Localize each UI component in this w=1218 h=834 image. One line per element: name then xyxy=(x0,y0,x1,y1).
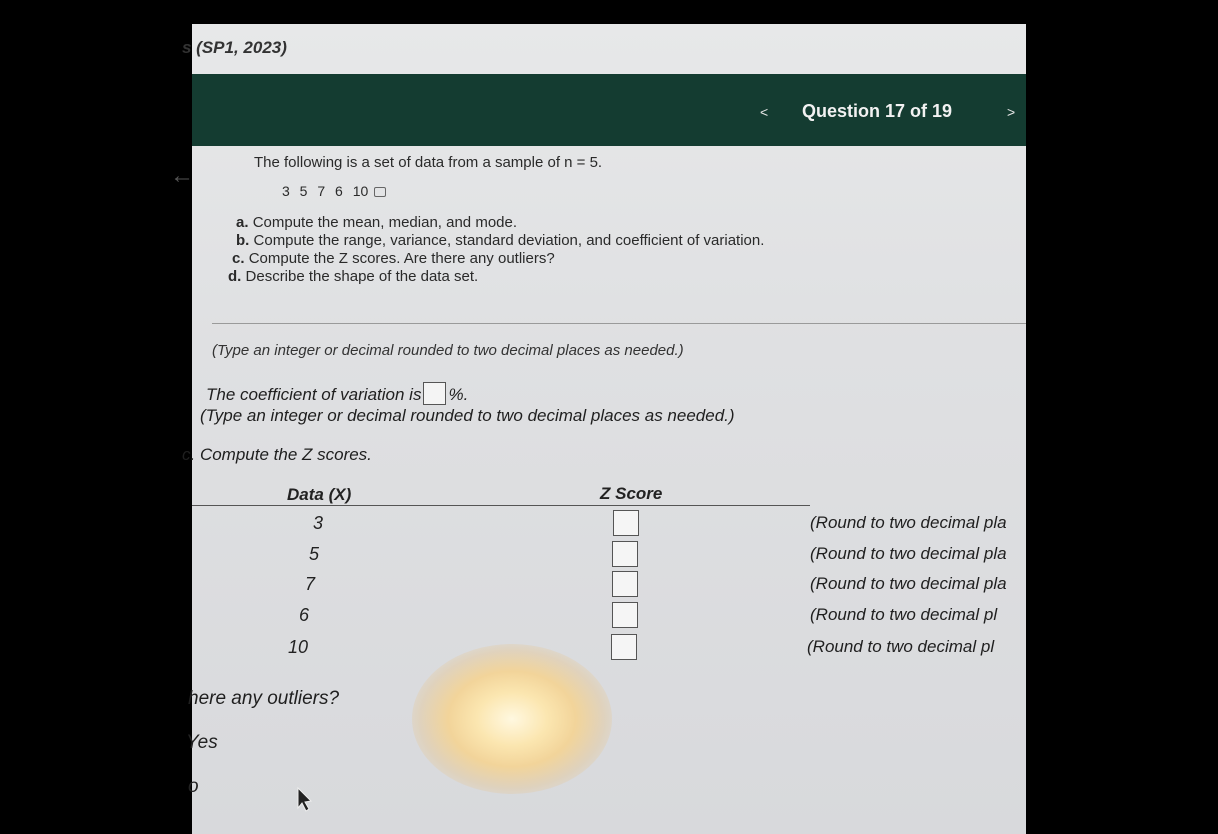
table-header-rule xyxy=(192,505,810,506)
cutoff-hint-text: (Type an integer or decimal rounded to two decimal places as needed.) xyxy=(212,342,684,359)
part-b: b. Compute the range, variance, standard deviation, and coefficient of variation. xyxy=(236,232,765,249)
table-row xyxy=(192,513,1026,543)
copy-data-icon[interactable] xyxy=(374,187,386,197)
cov-format-hint: (Type an integer or decimal rounded to two decimal places as needed.) xyxy=(200,406,735,425)
round-hint: (Round to two decimal pla xyxy=(810,544,1007,563)
table-row xyxy=(192,605,1026,635)
data-value: 6 xyxy=(298,605,309,625)
round-hint: (Round to two decimal pla xyxy=(810,574,1007,593)
table-row xyxy=(192,574,1026,604)
outliers-option-no[interactable]: o xyxy=(188,776,199,797)
table-row xyxy=(192,637,1026,667)
column-header-data: Data (X) xyxy=(287,485,352,504)
z-score-input[interactable] xyxy=(612,541,638,567)
previous-question-button[interactable]: < xyxy=(760,104,769,120)
round-hint: (Round to two decimal pl xyxy=(807,637,995,656)
table-row xyxy=(192,544,1026,574)
next-question-button[interactable]: > xyxy=(1007,104,1016,120)
data-value: 3 xyxy=(312,513,323,533)
data-value: 10 xyxy=(287,637,309,657)
round-hint: (Round to two decimal pl xyxy=(810,605,998,624)
question-parts-list xyxy=(228,214,765,286)
dataset-values xyxy=(282,183,386,199)
course-title: s (SP1, 2023) xyxy=(182,38,287,57)
part-c-prompt: c. Compute the Z scores. xyxy=(182,445,372,464)
outliers-question: here any outliers? xyxy=(188,688,340,709)
coefficient-of-variation-line: The coefficient of variation is %. xyxy=(206,382,468,405)
data-value: 5 xyxy=(308,544,319,564)
column-header-z-score: Z Score xyxy=(600,484,663,503)
question-counter: Question 17 of 19 xyxy=(802,101,953,121)
dataset-text: 3 5 7 6 10 xyxy=(282,183,369,199)
data-value: 7 xyxy=(304,574,315,594)
section-divider xyxy=(212,323,1026,324)
z-score-input[interactable] xyxy=(612,571,638,597)
outliers-option-yes[interactable]: Yes xyxy=(186,732,218,753)
part-a: a. Compute the mean, median, and mode. xyxy=(236,214,518,231)
question-header-bar xyxy=(192,74,1026,146)
part-d: d. Describe the shape of the data set. xyxy=(228,268,479,285)
screen-glare xyxy=(412,644,612,794)
z-score-input[interactable] xyxy=(613,510,639,536)
z-score-input[interactable] xyxy=(612,602,638,628)
z-score-input[interactable] xyxy=(611,634,637,660)
round-hint: (Round to two decimal pla xyxy=(810,513,1007,532)
mouse-pointer-icon xyxy=(292,786,314,814)
browser-screen xyxy=(170,24,1026,834)
back-arrow-icon[interactable]: ← xyxy=(170,162,194,189)
part-c: c. Compute the Z scores. Are there any outliers? xyxy=(232,250,555,267)
coefficient-of-variation-input[interactable] xyxy=(423,382,446,405)
question-intro: The following is a set of data from a sample of n = 5. xyxy=(254,154,603,171)
